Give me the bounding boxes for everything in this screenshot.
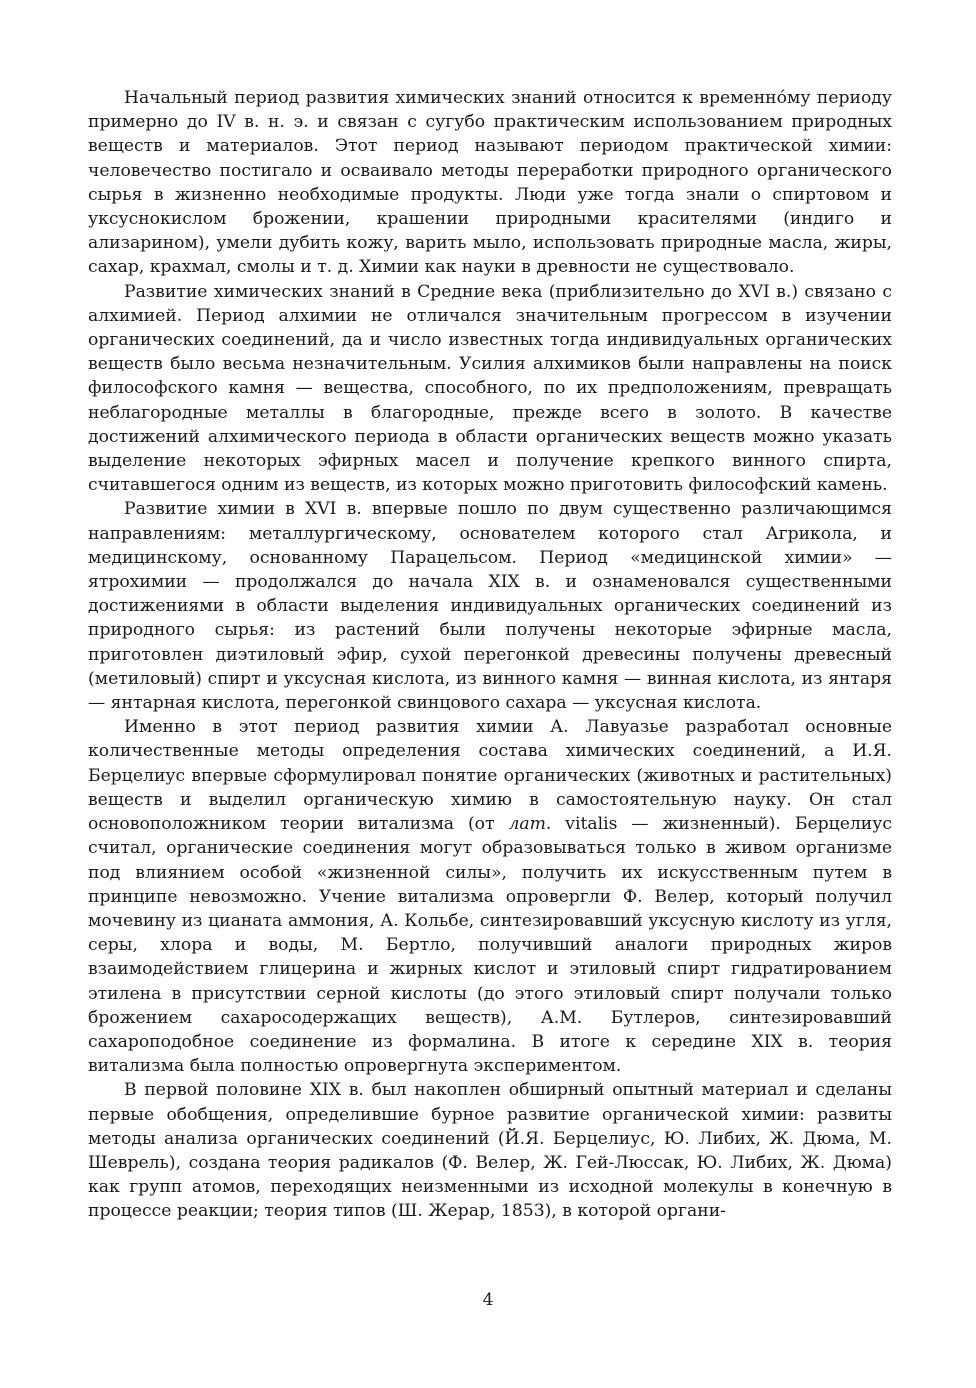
vitalism-text-end: vitalis — жизненный). Берцелиус считал, органические соединения могут образовываться только в живом организме под влиянием особой «жизненной силы», получить их искусственным путем в принципе невозможно. Учение витализма опровергли Ф. Велер, который получил мочевину из цианата аммония, А. Кольбе, синтезировавший уксусную кислоту из угля, серы, хлора и воды, М. Бертло, получивший аналоги природных жиров взаимодействием глицерина и жирных кислот и этиловый спирт гидратированием этилена в присутствии серной кислоты (до этого этиловый спирт получали только брожением сахаросодержащих веществ), А.М. Бутлеров, синтезировавший сахароподобное соединение из формалина. В итоге к середине XIX в. теория витализма была полностью опровергнута экспериментом. <box>88 814 892 1077</box>
paragraph-iatrochemistry: Развитие химии в XVI в. впервые пошло по двум существенно различающимся направлениям: металлургическому, основателем которого стал Агрикола, и медицинскому, основанному Парацельсом. Период «медицинской химии» — ятрохимии — продолжался до начала XIX в. и ознаменовался существенными достижениями в области выделения индивидуальных органических соединений из природного сырья: из растений были получены некоторые эфирные масла, приготовлен диэтиловый эфир, сухой перегонкой древесины получены древесный (метиловый) спирт и уксусная кислота, из винного камня — винная кислота, из янтаря — янтарная кислота, перегонкой свинцового сахара — уксусная кислота. <box>88 499 892 714</box>
paragraph-nineteenth-century: В первой половине XIX в. был накоплен обширный опытный материал и сделаны первые обобщения, определившие бурное развитие органической химии: развиты методы анализа органических соединений (Й.Я. Берцелиус, Ю. Либих, Ж. Дюма, М. Шеврель), создана теория радикалов (Ф. Велер, Ж. Гей-Люссак, Ю. Либих, Ж. Дюма) как групп атомов, переходящих неизменными из исходной молекулы в конечную в процессе реакции; теория типов (Ш. Жерар, 1853), в которой органи- <box>88 1080 892 1222</box>
page-number: 4 <box>482 1290 494 1310</box>
latin-abbreviation: лат. <box>508 814 552 835</box>
page-body <box>88 86 892 1224</box>
paragraph-alchemy: Развитие химических знаний в Средние века (приблизительно до XVI в.) связано с алхимией. Период алхимии не отличался значительным прогрессом в изучении органических соединений, да и число известных тогда индивидуальных органических веществ было весьма незначительным. Усилия алхимиков были направлены на поиск философского камня — вещества, способного, по их предположениям, превращать неблагородные металлы в благородные, прежде всего в золото. В качестве достижений алхимического периода в области органических веществ можно указать выделение некоторых эфирных масел и получение крепкого винного спирта, считавшегося одним из веществ, из которых можно приготовить философский камень. <box>88 281 892 496</box>
paragraph-practical-chemistry: Начальный период развития химических знаний относится к временно́му периоду примерно до IV в. н. э. и связан с сугубо практическим использованием природных веществ и материалов. Этот период называют периодом практической химии: человечество постигало и осваивало методы переработки природного органического сырья в жизненно необходимые продукты. Люди уже тогда знали о спиртовом и уксуснокислом брожении, крашении природными красителями (индиго и ализарином), умели дубить кожу, варить мыло, использовать природные масла, жиры, сахар, крахмал, смолы и т. д. Химии как науки в древности не существовало. <box>88 88 892 278</box>
paragraph-vitalism <box>88 715 892 1078</box>
vitalism-text-start: Именно в этот период развития химии А. Лавуазье разработал основные количественные методы определения состава химических соединений, а И.Я. Берцелиус впервые сформулировал понятие органических (животных и растительных) веществ и выделил органическую химию в самостоятельную науку. Он стал основоположником теории витализма (от <box>88 717 892 835</box>
